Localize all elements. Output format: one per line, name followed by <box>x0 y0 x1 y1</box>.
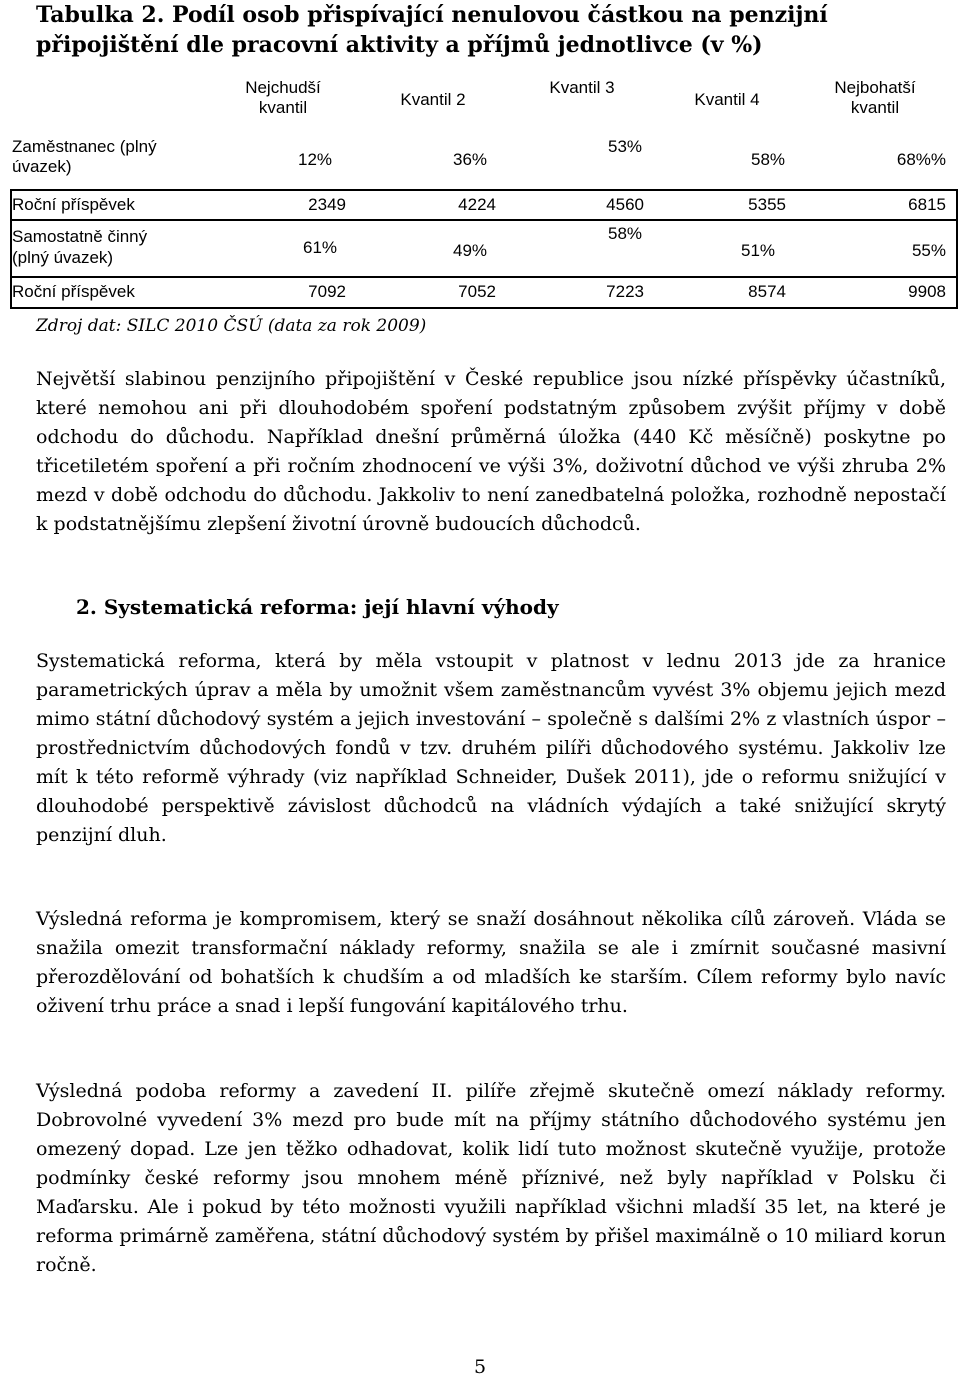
table-cell: 7052 <box>458 282 496 301</box>
table-cell: 7223 <box>606 282 644 301</box>
table-cell: 4224 <box>458 195 496 214</box>
header-cell: Nejchudší kvantil <box>245 78 321 117</box>
table-cell: 9908 <box>908 282 946 301</box>
table-cell: 49% <box>452 241 488 260</box>
header-cell: Kvantil 2 <box>400 90 466 109</box>
body-paragraph: Výsledná podoba reformy a zavedení II. pilíře zřejmě skutečně omezí náklady reformy. Dobrovolné vyvedení 3% mezd pro bude mít na příjmy státního důchodového systému jen omezený dopad. Lze jen těžko odhadovat, kolik lidí tuto možnost skutečně využije, protože podmínky české reformy jsou mnohem méně příznivé, než byly například v Polsku či Maďarsku. Ale i pokud by této možnosti využili například všichni mladší 35 let, na které je reforma primárně zaměřena, státní důchodový systém by přišel maximálně o 10 miliard korun ročně. <box>36 1080 946 1276</box>
header-cell: Kvantil 4 <box>694 90 760 109</box>
table-cell: 51% <box>740 241 776 260</box>
body-paragraph: Výsledná reforma je kompromisem, který se snaží dosáhnout několika cílů zároveň. Vláda se snažila omezit transformační náklady reformy, snažila se ale i zmírnit současné masivní přerozdělování od bohatších k chudším a od mladších ke starším. Cílem reformy bylo navíc oživení trhu práce a snad i lepší fungování kapitálového trhu. <box>36 908 946 1017</box>
header-cell: Nejbohatší kvantil <box>834 78 916 117</box>
row-label: Roční příspěvek <box>12 195 135 214</box>
table-border <box>10 189 12 309</box>
row-label: Samostatně činný (plný úvazek) <box>12 227 148 267</box>
table-rule <box>10 307 956 309</box>
body-paragraph: Největší slabinou penzijního připojištění v České republice jsou nízké příspěvky účastníků, které nemohou ani při dlouhodobém spoření podstatným způsobem zvýšit příjmy v době odchodu do důchodu. Například dnešní průměrná úložka (440 Kč měsíčně) poskytne po třicetiletém spoření a při ročním zhodnocení ve výši 3%, doživotní důchod ve výši zhruba 2% mezd v době odchodu do důchodu. Jakkoliv to není zanedbatelná položka, rozhodně nepostačí k podstatnějšímu zlepšení životní úrovně budoucích důchodců. <box>36 368 946 535</box>
table-rule <box>10 189 956 191</box>
table-border <box>956 189 958 309</box>
table-cell: 53% <box>607 137 643 156</box>
table-cell: 55% <box>911 241 946 260</box>
row-label: Zaměstnanec (plný úvazek) <box>12 137 157 176</box>
table-cell: 2349 <box>308 195 346 214</box>
page-number: 5 <box>473 1356 487 1378</box>
table-cell: 5355 <box>748 195 786 214</box>
table-cell: 6815 <box>908 195 946 214</box>
table-cell: 7092 <box>308 282 346 301</box>
table-caption: Tabulka 2. Podíl osob přispívající nenulovou částkou na penzijní připojištění dle pracovní aktivity a příjmů jednotlivce (v %) <box>36 2 828 58</box>
table-cell: 36% <box>452 150 488 169</box>
row-label: Roční příspěvek <box>12 282 135 301</box>
body-paragraph: Systematická reforma, která by měla vstoupit v platnost v lednu 2013 jde za hranice parametrických úprav a měla by umožnit všem zaměstnancům vyvést 3% objemu jejich mezd mimo státní důchodový systém a jejich investování – společně s dalšími 2% z vlastních úspor – prostřednictvím důchodových fondů v tzv. druhém pilíři důchodového systému. Jakkoliv lze mít k této reformě výhrady (viz například Schneider, Dušek 2011), jde o reformu snižující v dlouhodobé perspektivě závislost důchodců na vládních výdajích a také snižující skrytý penzijní dluh. <box>36 650 946 846</box>
table-rule <box>10 219 956 221</box>
header-cell: Kvantil 3 <box>549 78 615 97</box>
table-cell: 58% <box>607 224 643 243</box>
table-cell: 12% <box>297 150 333 169</box>
table-cell: 8574 <box>748 282 786 301</box>
table-cell: 4560 <box>606 195 644 214</box>
section-heading: 2. Systematická reforma: její hlavní výhody <box>76 595 559 619</box>
table-source-note: Zdroj dat: SILC 2010 ČSÚ (data za rok 2009) <box>36 316 427 336</box>
table-cell: 68%% <box>896 150 946 169</box>
table-rule <box>10 276 956 278</box>
table-cell: 61% <box>302 238 338 257</box>
table-cell: 58% <box>750 150 786 169</box>
